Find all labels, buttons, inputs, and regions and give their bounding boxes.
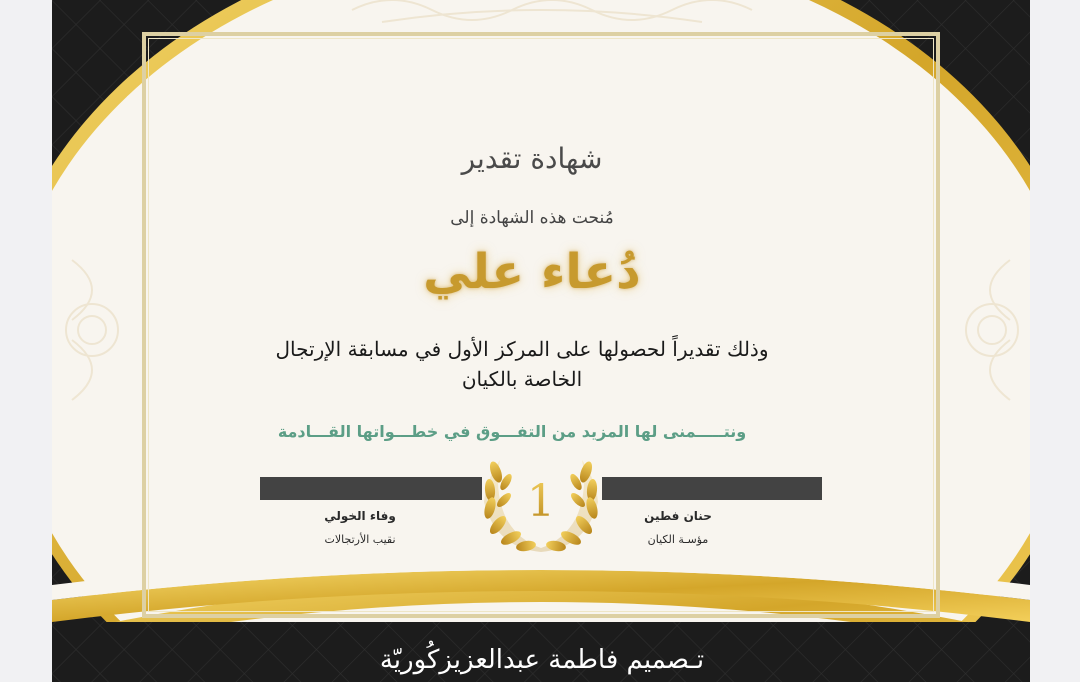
wish-line: ونتـــــمنى لها المزيد من التفـــوق في خطـــواتها القـــادمة: [277, 422, 747, 441]
signature-role-right: مؤسـة الكيان: [647, 533, 709, 546]
award-reason: وذلك تقديراً لحصولها على المركز الأول في مسابقة الإرتجال الخاصة بالكيان: [275, 337, 769, 391]
signature-role-left: نقيب الأرتجالات: [324, 533, 396, 546]
granted-line: مُنحت هذه الشهادة إلى: [450, 208, 614, 228]
signature-bar-left: [260, 477, 482, 500]
rank-number: 1: [527, 476, 555, 527]
signature-name-left: وفاء الخولي: [324, 509, 396, 523]
designer-credit: تـصميم فاطمة عبدالعزيزكُوريّة: [379, 645, 705, 675]
certificate-title: شهادة تقدير: [461, 142, 603, 175]
signature-name-right: حنان فطين: [644, 509, 712, 523]
laurel-wreath-icon: [476, 452, 606, 560]
certificate-sheet: [52, 0, 1030, 682]
signature-bar-right: [602, 477, 822, 500]
recipient-name: دُعاء علي: [423, 244, 641, 300]
